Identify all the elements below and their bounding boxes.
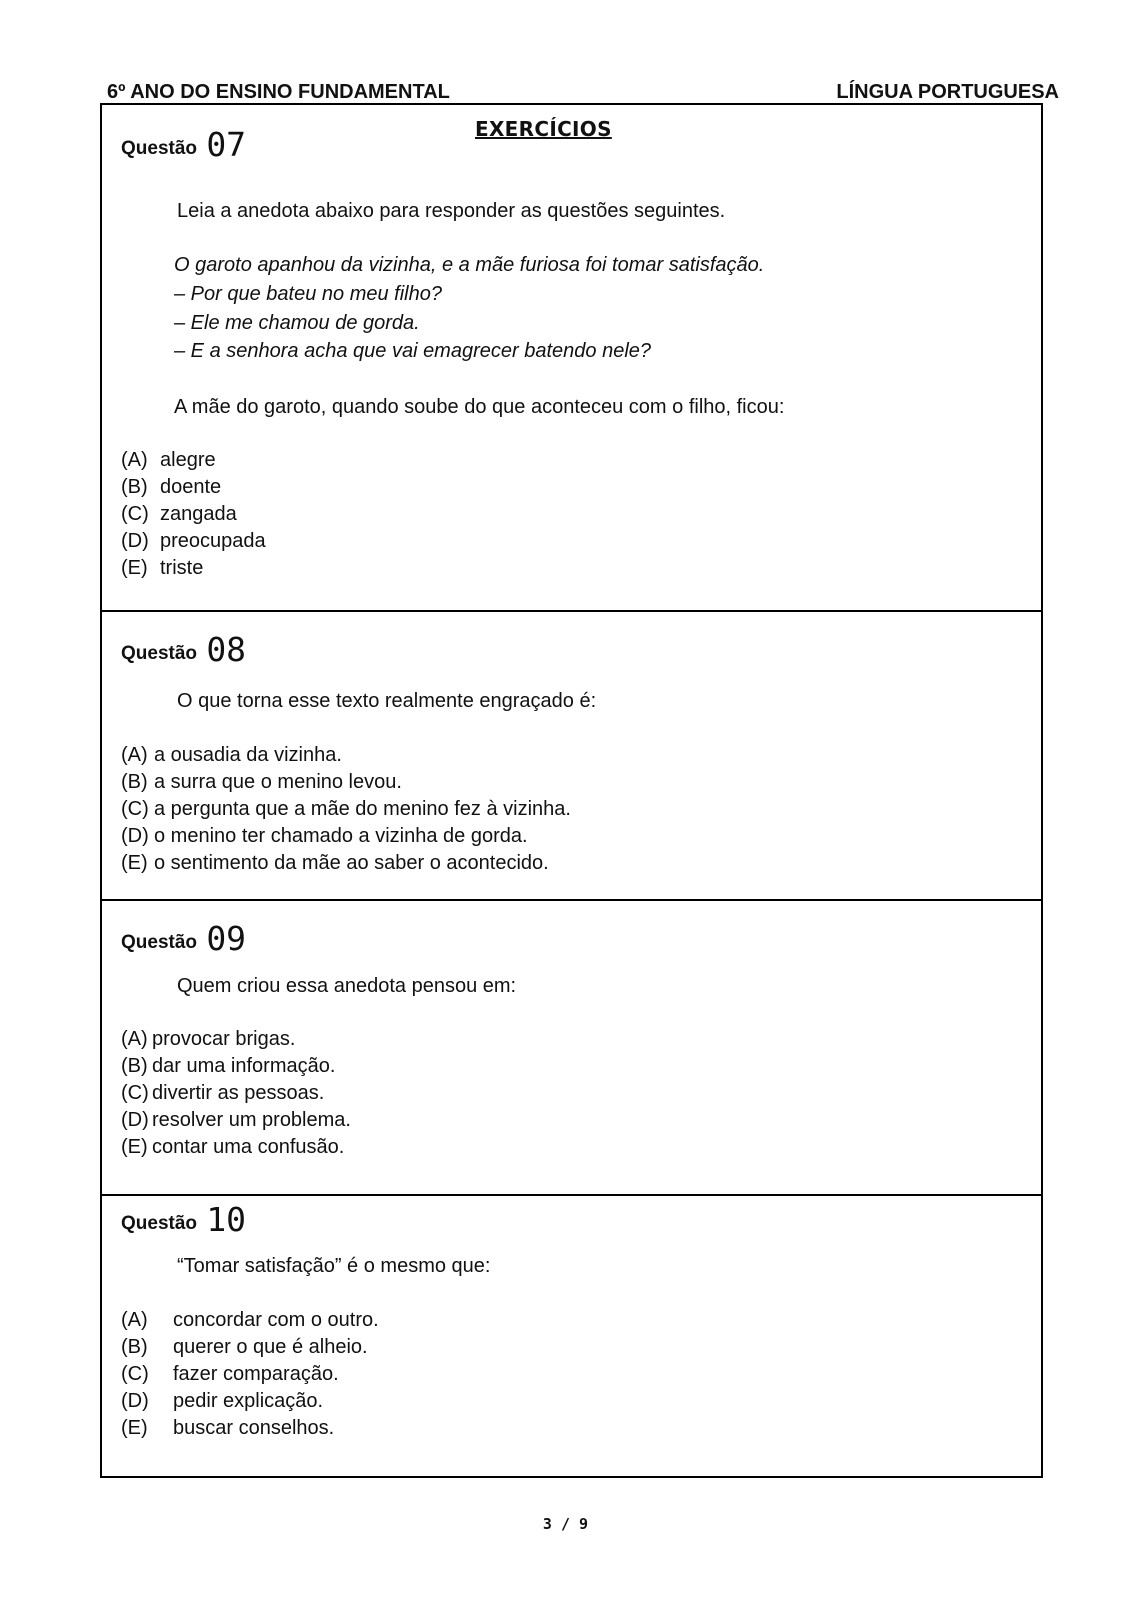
anecdote-line: O garoto apanhou da vizinha, e a mãe furiosa foi tomar satisfação. bbox=[174, 254, 765, 276]
anecdote-line: – Ele me chamou de gorda. bbox=[174, 312, 420, 334]
answer-option-c: (C) divertir as pessoas. bbox=[121, 1082, 325, 1104]
question-number: 07 bbox=[206, 125, 247, 164]
answer-option-e: (E) triste bbox=[121, 557, 204, 579]
anecdote-line: – Por que bateu no meu filho? bbox=[174, 283, 442, 305]
question-08 bbox=[102, 610, 1041, 901]
answer-option-c: (C) a pergunta que a mãe do menino fez à vizinha. bbox=[121, 798, 571, 820]
question-label: Questão bbox=[121, 138, 198, 159]
page-number: 3 / 9 bbox=[542, 1515, 589, 1533]
answer-option-d: (D) preocupada bbox=[121, 530, 266, 552]
answer-option-c: (C) fazer comparação. bbox=[121, 1363, 339, 1385]
question-09 bbox=[102, 899, 1041, 1196]
question-label: Questão bbox=[121, 932, 198, 953]
answer-option-c: (C) zangada bbox=[121, 503, 237, 525]
question-number: 09 bbox=[206, 919, 247, 958]
question-prompt: O que torna esse texto realmente engraçado é: bbox=[177, 690, 597, 712]
question-10 bbox=[102, 1194, 1041, 1480]
question-prompt: Quem criou essa anedota pensou em: bbox=[177, 975, 517, 997]
question-prompt: “Tomar satisfação” é o mesmo que: bbox=[177, 1255, 491, 1277]
exercise-frame bbox=[100, 103, 1043, 1478]
question-number: 10 bbox=[206, 1200, 247, 1239]
question-number: 08 bbox=[206, 630, 247, 669]
answer-option-b: (B) a surra que o menino levou. bbox=[121, 771, 402, 793]
instruction-text: Leia a anedota abaixo para responder as questões seguintes. bbox=[177, 200, 726, 222]
answer-option-b: (B) doente bbox=[121, 476, 222, 498]
answer-option-b: (B) dar uma informação. bbox=[121, 1055, 336, 1077]
answer-option-a: (A) concordar com o outro. bbox=[121, 1309, 379, 1331]
answer-option-e: (E) contar uma confusão. bbox=[121, 1136, 345, 1158]
answer-option-a: (A) provocar brigas. bbox=[121, 1028, 296, 1050]
question-prompt: A mãe do garoto, quando soube do que aconteceu com o filho, ficou: bbox=[174, 396, 785, 418]
header-grade: 6º ANO DO ENSINO FUNDAMENTAL bbox=[107, 81, 450, 103]
anecdote-line: – E a senhora acha que vai emagrecer batendo nele? bbox=[174, 340, 652, 362]
question-07 bbox=[102, 105, 1041, 610]
question-heading bbox=[121, 630, 246, 669]
answer-option-d: (D) pedir explicação. bbox=[121, 1390, 324, 1412]
answer-option-a: (A) a ousadia da vizinha. bbox=[121, 744, 342, 766]
answer-option-b: (B) querer o que é alheio. bbox=[121, 1336, 368, 1358]
page-title: EXERCÍCIOS bbox=[475, 117, 612, 141]
answer-option-a: (A) alegre bbox=[121, 449, 216, 471]
question-label: Questão bbox=[121, 643, 198, 664]
header-subject: LÍNGUA PORTUGUESA bbox=[836, 81, 1059, 103]
question-heading bbox=[121, 125, 246, 164]
question-heading bbox=[121, 919, 246, 958]
answer-option-d: (D) resolver um problema. bbox=[121, 1109, 351, 1131]
answer-option-d: (D) o menino ter chamado a vizinha de gorda. bbox=[121, 825, 528, 847]
question-label: Questão bbox=[121, 1213, 198, 1234]
answer-option-e: (E) o sentimento da mãe ao saber o acontecido. bbox=[121, 852, 549, 874]
question-heading bbox=[121, 1200, 246, 1239]
answer-option-e: (E) buscar conselhos. bbox=[121, 1417, 335, 1439]
